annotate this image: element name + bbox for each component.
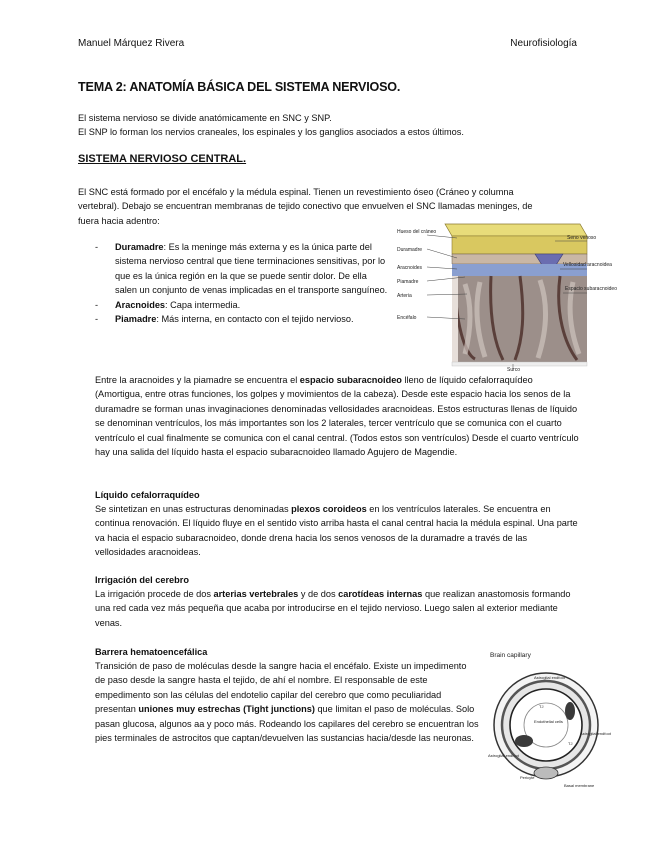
term: carotídeas internas bbox=[338, 589, 423, 599]
label: Basal membrane bbox=[564, 783, 595, 788]
label: Pericyte bbox=[520, 775, 535, 780]
text: Entre la aracnoides y la piamadre se encuentra el bbox=[95, 375, 300, 385]
list-item bbox=[95, 312, 391, 326]
meninges-list bbox=[95, 240, 391, 326]
subheading-barrera: Barrera hematoencefálica bbox=[95, 647, 208, 657]
text: que limitan el paso de moléculas. Solo pasan glucosa, algunos aa y poco más. Rodeando los capilares del cerebro se encuentran los pies terminales de astrocitos que captan/devuelven las sustancias hacia/desde las neuronas. bbox=[95, 704, 479, 744]
text: y de dos bbox=[298, 589, 339, 599]
subheading-irrigacion: Irrigación del cerebro bbox=[95, 575, 189, 585]
label: Astroglial endfoot bbox=[534, 675, 565, 680]
label-seno: Seno venoso bbox=[567, 235, 597, 241]
text: lleno de líquido cefalorraquídeo (Amortigua, entre otras funciones, los golpes y movimientos de la cabeza). Desde este espacio hacia los senos de la duramadre se forman unas invaginaciones denominadas vellosidades aracnoideas. Estos estructuras llenas de líquido se denominan ventrículos, los más importantes son los 2 laterales, tercer ventrículo que se comunica con el cuarto ventrículo el cual finalmente se comunica con el canal central. (Todos estos son ventrículos) Desde el cuarto ventrículo hay una salida del líquido hasta el espacio subaracnoideo llamado Agujero de Magendie. bbox=[95, 375, 579, 458]
intro-line: El SNP lo forman los nervios craneales, los espinales y los ganglios asociados a estos últimos. bbox=[78, 127, 464, 138]
section-heading-snc: SISTEMA NERVIOSO CENTRAL. bbox=[78, 153, 247, 165]
label-piamadre: Piamadre bbox=[397, 279, 419, 285]
term: uniones muy estrechas (Tight junctions) bbox=[138, 704, 315, 715]
nucleus bbox=[515, 735, 533, 747]
text: en los ventrículos laterales. Se encuentra en continua renovación. El líquido fluye en el sentido visto arriba hasta el canal central hacia la médula espinal. Una parte va hacia el espacio subaracnoideo, donde drena hacia los senos venosos de la duramadre a través de las vellosidades aracnoideas. bbox=[95, 504, 578, 558]
capillary-figure bbox=[484, 645, 611, 795]
label: Astroglial endfoot bbox=[488, 753, 519, 758]
label: Endothelial cells bbox=[534, 719, 563, 724]
lcr-paragraph bbox=[95, 502, 580, 560]
label: TJ bbox=[539, 704, 544, 709]
desc: : Es la meninge más externa y es la única parte del sistema nervioso central que tiene terminaciones sensitivas, por lo que es la única región en la que se puede sentir dolor. De ella salen un conjunto de venas implicadas en el transporte sanguíneo. bbox=[115, 242, 388, 296]
label: Astroglial endfoot bbox=[580, 731, 611, 736]
label-vellosidad: Vellosidad aracnoidea bbox=[563, 262, 612, 268]
intro bbox=[78, 111, 578, 140]
barrera-paragraph bbox=[95, 659, 479, 745]
meninges-figure bbox=[395, 214, 617, 373]
skull-bone bbox=[445, 224, 587, 236]
label-aracnoides: Aracnoides bbox=[397, 265, 423, 271]
text: Se sintetizan en unas estructuras denominadas bbox=[95, 504, 292, 514]
arachnoid-paragraph bbox=[95, 373, 580, 459]
nucleus bbox=[565, 702, 575, 720]
list-item bbox=[95, 298, 391, 312]
term: plexos coroideos bbox=[291, 504, 367, 514]
header-subject: Neurofisiología bbox=[510, 38, 577, 49]
label-surco: Surco bbox=[507, 367, 521, 373]
label-arteria: Arteria bbox=[397, 293, 412, 299]
label-duramadre: Duramadre bbox=[397, 247, 423, 253]
subheading-lcr: Líquido cefalorraquídeo bbox=[95, 490, 200, 500]
text: que realizan anastomosis formando una red cada vez más pequeña que acaba por introducirse en el tejido nervioso. Luego salen al exterior mediante venas. bbox=[95, 589, 571, 628]
label-hueso: Hueso del cráneo bbox=[397, 229, 437, 235]
term: Duramadre bbox=[115, 242, 164, 252]
figure-title: Brain capillary bbox=[490, 652, 531, 659]
pericyte bbox=[534, 767, 558, 779]
page-title: TEMA 2: ANATOMÍA BÁSICA DEL SISTEMA NERVIOSO. bbox=[78, 80, 401, 94]
label-espacio: Espacio subaracnoideo bbox=[565, 286, 617, 292]
intro-line: El sistema nervioso se divide anatómicamente en SNC y SNP. bbox=[78, 113, 332, 123]
desc: : Más interna, en contacto con el tejido nervioso. bbox=[156, 314, 354, 325]
bottom-edge bbox=[452, 362, 587, 366]
header-author: Manuel Márquez Rivera bbox=[78, 38, 185, 49]
cut-edge bbox=[452, 276, 458, 362]
term: arterias vertebrales bbox=[213, 589, 299, 599]
desc: : Capa intermedia. bbox=[165, 299, 241, 310]
text: La irrigación procede de dos bbox=[95, 589, 214, 599]
list-item bbox=[95, 240, 391, 298]
snc-paragraph: El SNC está formado por el encéfalo y la médula espinal. Tienen un revestimiento óseo (Cráneo y columna vertebral). Debajo se encuentran membranas de tejido conectivo que envuelven el SNC llamadas meninges, de fuera hacia adentro: bbox=[78, 187, 533, 226]
label: TJ bbox=[568, 741, 573, 746]
term: Piamadre bbox=[115, 314, 157, 325]
text: Transición de paso de moléculas desde la sangre hacia el encéfalo. Existe un impedimento de paso desde la sangre hasta el tejido, de ahí el nombre. El responsable de este empedimento son las células del endotelio capilar del cerebro que como peculiaridad presentan bbox=[95, 661, 467, 715]
term: espacio subaracnoideo bbox=[299, 375, 402, 385]
term: Aracnoides bbox=[115, 299, 166, 310]
irrigacion-paragraph bbox=[95, 587, 580, 630]
label-encefalo: Encéfalo bbox=[397, 315, 417, 321]
